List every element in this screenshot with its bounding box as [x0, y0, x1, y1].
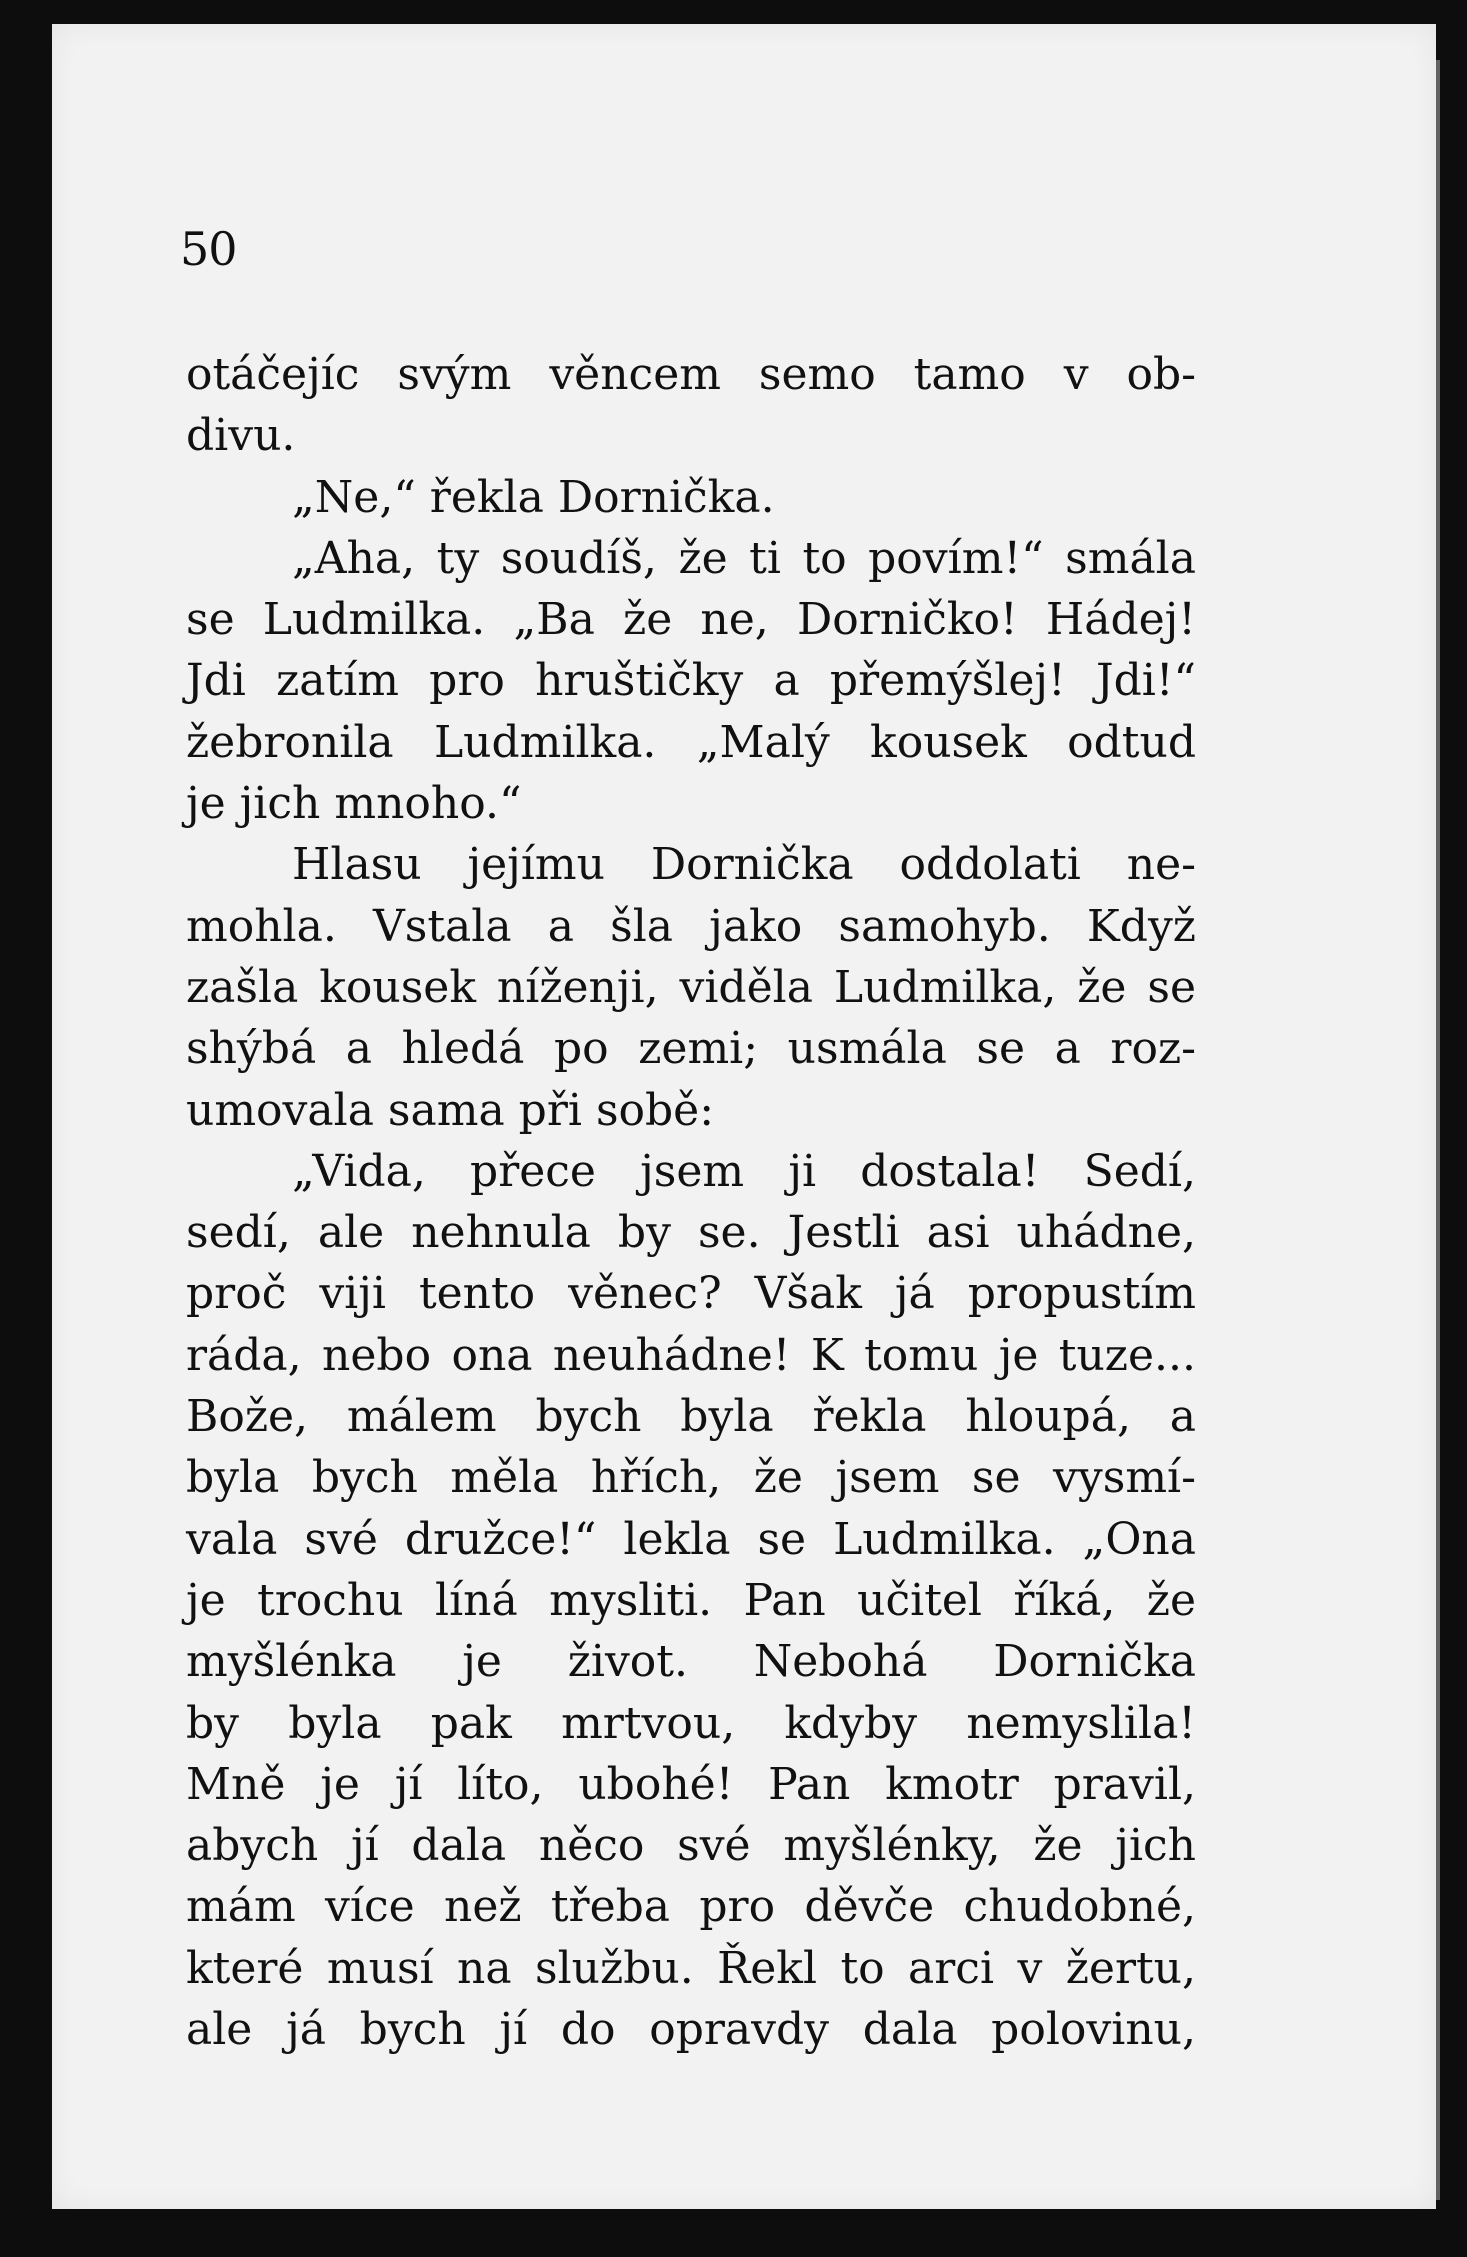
text-line: je jich mnoho.“	[186, 778, 522, 830]
text-line: shýbá a hledá po zemi; usmála se a roz-	[186, 1023, 1196, 1075]
page-edge	[1436, 60, 1440, 2200]
text-line: by byla pak mrtvou, kdyby nemyslila!	[186, 1697, 1196, 1749]
text-line: byla bych měla hřích, že jsem se vysmí-	[186, 1452, 1196, 1504]
text-line: ráda, nebo ona neuhádne! K tomu je tuze...	[186, 1329, 1196, 1381]
body-text	[186, 344, 1196, 2060]
text-line: mám více než třeba pro děvče chudobné,	[186, 1881, 1196, 1933]
text-line: se Ludmilka. „Ba že ne, Dorničko! Hádej!	[186, 594, 1196, 646]
text-line: „Vida, přece jsem ji dostala! Sedí,	[292, 1145, 1196, 1197]
text-line: Hlasu jejímu Dornička oddolati ne-	[292, 839, 1196, 891]
text-line: mohla. Vstala a šla jako samohyb. Když	[186, 900, 1196, 952]
text-line: žebronila Ludmilka. „Malý kousek odtud	[186, 716, 1196, 768]
text-line: „Ne,“ řekla Dornička.	[292, 471, 775, 523]
text-line: „Aha, ty soudíš, že ti to povím!“ smála	[292, 532, 1196, 584]
text-line: sedí, ale nehnula by se. Jestli asi uhádne,	[186, 1207, 1196, 1259]
text-line: Bože, málem bych byla řekla hloupá, a	[186, 1391, 1196, 1443]
text-line: myšlénka je život. Nebohá Dornička	[186, 1636, 1196, 1688]
text-line: abych jí dala něco své myšlénky, že jich	[186, 1820, 1196, 1872]
text-line: proč viji tento věnec? Však já propustím	[186, 1268, 1196, 1320]
text-line: zašla kousek níženji, viděla Ludmilka, že se	[186, 961, 1196, 1013]
page-number: 50	[180, 222, 237, 276]
text-line: Mně je jí líto, ubohé! Pan kmotr pravil,	[186, 1758, 1196, 1810]
text-line: je trochu líná mysliti. Pan učitel říká, že	[186, 1574, 1196, 1626]
text-line: divu.	[186, 410, 296, 462]
text-line: které musí na službu. Řekl to arci v žertu,	[186, 1942, 1196, 1994]
text-line: umovala sama při sobě:	[186, 1084, 715, 1136]
text-line: vala své družce!“ lekla se Ludmilka. „Ona	[186, 1513, 1196, 1565]
text-line: otáčejíc svým věncem semo tamo v ob-	[186, 349, 1196, 400]
text-line: ale já bych jí do opravdy dala polovinu,	[186, 2004, 1196, 2056]
text-line: Jdi zatím pro hruštičky a přemýšlej! Jdi!“	[186, 655, 1196, 707]
